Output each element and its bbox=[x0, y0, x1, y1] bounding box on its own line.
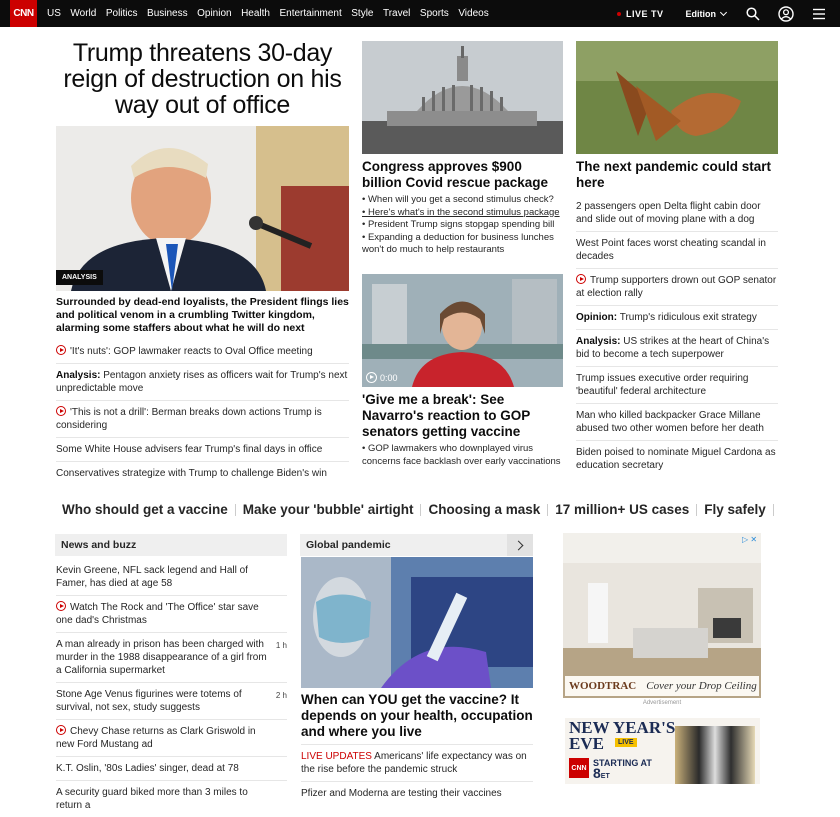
global-pandemic-header bbox=[300, 534, 533, 556]
story-headline-vaccine[interactable]: When can YOU get the vaccine? It depends on your health, occupation and where you live bbox=[301, 692, 533, 739]
list-item-text: Americans' life expectancy was on the rise before the pandemic struck bbox=[301, 751, 527, 775]
list-item-text: Some White House advisers fear Trump's final days in office bbox=[56, 444, 323, 455]
bullet-link[interactable]: • When will you get a second stimulus check? bbox=[362, 194, 562, 207]
ny-line2: EVE bbox=[569, 734, 604, 753]
cnn-logo[interactable]: CNN bbox=[10, 0, 37, 27]
list-item[interactable] bbox=[576, 305, 778, 329]
account-icon[interactable] bbox=[778, 6, 794, 22]
story-headline-navarro[interactable]: 'Give me a break': See Navarro's reaction to GOP senators getting vaccine bbox=[362, 392, 531, 439]
nav-link-health[interactable]: Health bbox=[241, 8, 270, 19]
advertisement-woodtrac[interactable] bbox=[563, 533, 761, 698]
trending-link[interactable]: Fly safely bbox=[704, 502, 766, 517]
list-item[interactable] bbox=[56, 756, 287, 780]
list-item-text: Kevin Greene, NFL sack legend and Hall of Famer, has died at age 58 bbox=[56, 565, 248, 589]
video-duration bbox=[366, 372, 398, 383]
nav-link-style[interactable]: Style bbox=[351, 8, 374, 19]
col3-story-list bbox=[576, 195, 778, 477]
ny-line1: NEW YEAR'S bbox=[569, 718, 676, 737]
trending-link[interactable]: Choosing a mask bbox=[428, 502, 541, 517]
trending-bar bbox=[62, 502, 781, 517]
nav-link-opinion[interactable]: Opinion bbox=[197, 8, 232, 19]
list-item[interactable] bbox=[56, 595, 287, 632]
nav-link-travel[interactable]: Travel bbox=[382, 8, 411, 19]
list-item-prefix: Opinion: bbox=[576, 312, 618, 323]
adchoices-icon[interactable]: ▷ ✕ bbox=[742, 535, 758, 544]
play-icon bbox=[366, 372, 377, 383]
list-item[interactable] bbox=[301, 744, 533, 781]
live-badge: LIVE bbox=[615, 738, 637, 747]
list-item[interactable] bbox=[56, 400, 349, 437]
nav-link-world[interactable]: World bbox=[70, 8, 97, 19]
nav-link-business[interactable]: Business bbox=[147, 8, 188, 19]
list-item-text: A man already in prison has been charged with murder in the 1988 disappearance of a girl from a California supermarket bbox=[56, 639, 267, 676]
start-tz: ET bbox=[600, 773, 610, 780]
lead-story-list bbox=[56, 340, 349, 485]
hosts-photo bbox=[675, 726, 755, 784]
list-item-text: West Point faces worst cheating scandal in decades bbox=[576, 238, 766, 262]
list-item-text: A security guard biked more than 3 miles to return a bbox=[56, 787, 248, 811]
play-icon bbox=[576, 274, 586, 284]
timestamp: 2 h bbox=[275, 691, 287, 700]
list-item[interactable] bbox=[576, 329, 778, 366]
list-item[interactable] bbox=[56, 682, 287, 719]
navarro-bullets bbox=[362, 443, 562, 468]
list-item-text: 2 passengers open Delta flight cabin door and slide out of moving plane with a dog bbox=[576, 201, 761, 225]
divider bbox=[773, 504, 774, 516]
trending-link[interactable]: 17 million+ US cases bbox=[555, 502, 690, 517]
list-item[interactable] bbox=[56, 780, 287, 817]
list-item-prefix: Analysis: bbox=[56, 370, 101, 381]
ad-label: Advertisement bbox=[642, 700, 682, 706]
search-icon[interactable] bbox=[746, 7, 760, 21]
chevron-down-icon bbox=[720, 8, 727, 15]
lead-headline[interactable]: Trump threatens 30-day reign of destruction on his way out of office bbox=[63, 39, 342, 119]
trending-link[interactable]: Who should get a vaccine bbox=[62, 502, 228, 517]
list-item[interactable] bbox=[576, 440, 778, 477]
live-tv-label: LIVE TV bbox=[625, 8, 664, 19]
nav-link-entertainment[interactable]: Entertainment bbox=[279, 8, 342, 19]
timestamp: 1 h bbox=[275, 641, 287, 650]
list-item[interactable] bbox=[56, 437, 349, 461]
play-icon bbox=[56, 345, 66, 355]
edition-label: Edition bbox=[685, 8, 716, 19]
list-item-text: Trump's ridiculous exit strategy bbox=[617, 312, 757, 323]
list-item[interactable] bbox=[576, 231, 778, 268]
zone-title: Global pandemic bbox=[306, 539, 391, 551]
list-item-text: Conservatives strategize with Trump to challenge Biden's win bbox=[56, 468, 327, 479]
play-icon bbox=[56, 725, 66, 735]
list-item[interactable] bbox=[56, 461, 349, 485]
list-item[interactable] bbox=[56, 632, 287, 682]
list-item[interactable] bbox=[56, 719, 287, 756]
bullet-link[interactable]: • President Trump signs stopgap spending bill bbox=[362, 219, 562, 232]
list-item-text: Man who killed backpacker Grace Millane abused two other women before her death bbox=[576, 410, 764, 434]
divider bbox=[696, 504, 697, 516]
nav-link-us[interactable]: US bbox=[47, 8, 61, 19]
list-item[interactable] bbox=[576, 195, 778, 231]
list-item-prefix: Analysis: bbox=[576, 336, 621, 347]
vaccine-image[interactable] bbox=[301, 557, 533, 688]
list-item-text: Pentagon anxiety rises as officers wait for Trump's next unpredictable move bbox=[56, 370, 348, 394]
list-item-text: Trump supporters drown out GOP senator at election rally bbox=[576, 275, 777, 299]
list-item[interactable] bbox=[301, 781, 533, 805]
menu-icon[interactable] bbox=[812, 8, 826, 20]
list-item[interactable] bbox=[576, 366, 778, 403]
analysis-badge: ANALYSIS bbox=[56, 270, 103, 285]
trending-link[interactable]: Make your 'bubble' airtight bbox=[242, 502, 414, 517]
list-item-text: Chevy Chase returns as Clark Griswold in new Ford Mustang ad bbox=[56, 726, 256, 750]
ad-brand: WOODTRAC bbox=[569, 680, 637, 692]
lead-subhead[interactable]: Surrounded by dead-end loyalists, the President flings lies and political venom in a crumbling Twitter kingdom, alarming some staffers about what he will do next bbox=[56, 296, 349, 334]
list-item-text: 'It's nuts': GOP lawmaker reacts to Oval Office meeting bbox=[70, 346, 313, 357]
story-headline-congress[interactable]: Congress approves $900 billion Covid rescue package bbox=[362, 159, 549, 190]
video-duration-text: 0:00 bbox=[380, 372, 398, 383]
lead-image-trump[interactable] bbox=[56, 126, 349, 291]
start-label: STARTING AT bbox=[593, 758, 652, 768]
cnn-logo: CNN bbox=[569, 758, 589, 778]
list-item[interactable] bbox=[576, 268, 778, 305]
pandemic-story-list bbox=[301, 744, 533, 805]
ny-title bbox=[569, 720, 675, 752]
nav-link-videos[interactable]: Videos bbox=[458, 8, 489, 19]
live-dot-icon bbox=[617, 12, 621, 16]
advertisement-new-years-eve[interactable] bbox=[565, 718, 760, 784]
list-item-text: 'This is not a drill': Berman breaks down actions Trump is considering bbox=[56, 407, 322, 431]
chevron-right-icon[interactable] bbox=[507, 534, 533, 556]
bat-image[interactable] bbox=[576, 41, 778, 154]
nav-link-politics[interactable]: Politics bbox=[105, 8, 138, 19]
ad-tagline: Cover your Drop Ceiling bbox=[646, 680, 757, 692]
list-item[interactable] bbox=[56, 559, 287, 595]
story-headline-pandemic[interactable]: The next pandemic could start here bbox=[576, 159, 772, 190]
top-nav bbox=[0, 0, 840, 27]
ad-footer bbox=[565, 676, 759, 696]
divider bbox=[547, 504, 548, 516]
bullet-link[interactable]: • Here's what's in the second stimulus package bbox=[362, 207, 562, 220]
list-item-text: Biden poised to nominate Miguel Cardona as education secretary bbox=[576, 447, 776, 471]
nav-link-sports[interactable]: Sports bbox=[419, 8, 449, 19]
zone-title: News and buzz bbox=[61, 539, 137, 551]
list-item[interactable] bbox=[56, 340, 349, 363]
nav-links bbox=[47, 8, 498, 19]
list-item-text: Trump issues executive order requiring 'beautiful' federal architecture bbox=[576, 373, 749, 397]
start-hour: 8 bbox=[593, 765, 601, 781]
navarro-video-thumbnail[interactable] bbox=[362, 274, 563, 387]
list-item-text: US strikes at the heart of China's bid to become a tech superpower bbox=[576, 336, 770, 360]
ad-start-time bbox=[593, 758, 652, 782]
list-item-text: Watch The Rock and 'The Office' star save one dad's Christmas bbox=[56, 602, 259, 626]
bullet-link[interactable]: • Expanding a deduction for business lunches won't do much to help restaurants bbox=[362, 232, 562, 257]
bullet-link[interactable]: • GOP lawmakers who downplayed virus concerns face backlash over early vaccinations bbox=[362, 443, 562, 468]
divider bbox=[235, 504, 236, 516]
capitol-image[interactable] bbox=[362, 41, 563, 154]
list-item-text: K.T. Oslin, '80s Ladies' singer, dead at 78 bbox=[56, 763, 239, 774]
play-icon bbox=[56, 601, 66, 611]
list-item[interactable] bbox=[56, 363, 349, 400]
list-item-text: Stone Age Venus figurines were totems of survival, not sex, study suggests bbox=[56, 689, 242, 713]
news-buzz-list bbox=[56, 559, 287, 817]
live-tv-link[interactable] bbox=[617, 9, 664, 19]
news-buzz-header bbox=[55, 534, 287, 556]
play-icon bbox=[56, 406, 66, 416]
divider bbox=[420, 504, 421, 516]
live-updates-label: LIVE UPDATES bbox=[301, 751, 372, 762]
list-item-text: Pfizer and Moderna are testing their vaccines bbox=[301, 788, 502, 799]
congress-bullets bbox=[362, 194, 562, 257]
list-item[interactable] bbox=[576, 403, 778, 440]
edition-dropdown[interactable] bbox=[686, 9, 727, 19]
